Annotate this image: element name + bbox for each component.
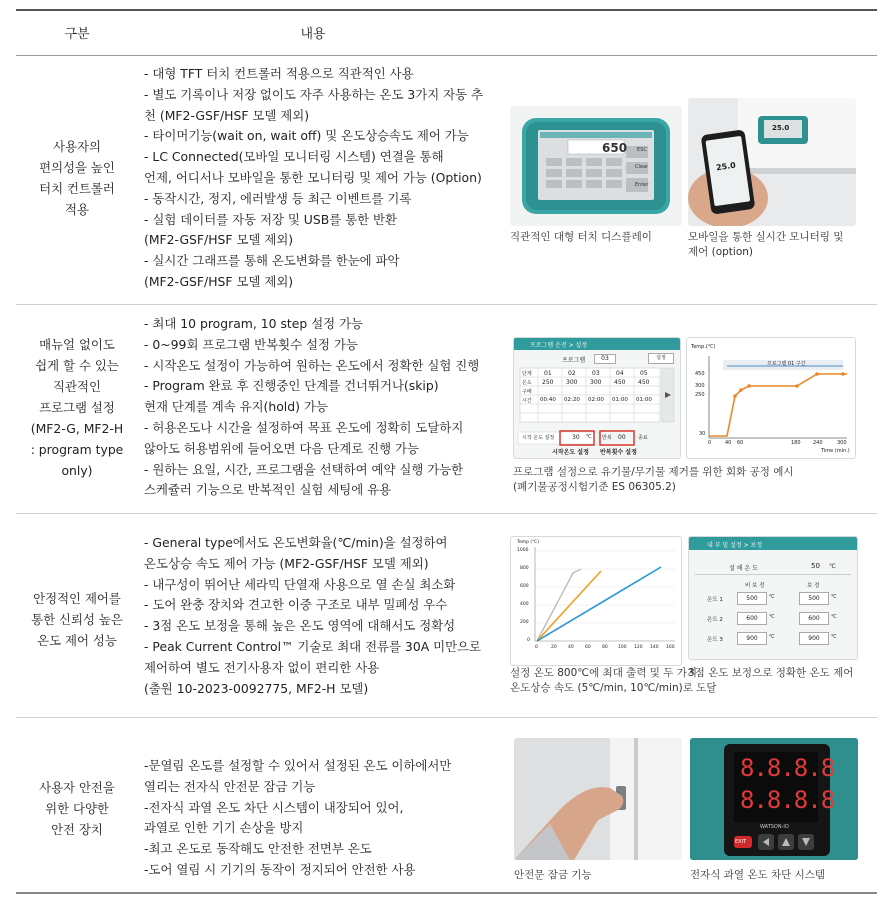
desc-line: 않아도 허용범위에 들어오면 다음 단계로 진행 가능	[144, 440, 419, 456]
calib-value: 600	[737, 612, 767, 625]
desc-line: - 내구성이 뛰어난 세라믹 단열재 사용으로 열 손실 최소화	[144, 576, 456, 592]
desc-line: 열리는 전자식 안전문 잠금 기능	[144, 778, 316, 794]
label-line: only)	[61, 463, 93, 478]
desc-line: -문열림 온도를 설정할 수 있어서 설정된 온도 이하에서만	[144, 758, 452, 773]
desc-line: (MF2-GSF/HSF 모델 제외)	[144, 232, 294, 248]
desc-line: (MF2-GSF/HSF 모델 제외)	[144, 273, 294, 289]
desc-line: 천 (MF2-GSF/HSF 모델 제외)	[144, 107, 310, 123]
desc-line: - 타이머기능(wait on, wait off) 및 온도상승속도 제어 가능	[144, 128, 469, 144]
desc-line: -전자식 과열 온도 차단 시스템이 내장되어 있어,	[144, 799, 404, 815]
row-label-step: 단계	[522, 371, 532, 377]
step-cell: 01	[544, 370, 552, 377]
door-lock-image	[514, 738, 682, 860]
ytick: 800	[520, 566, 529, 571]
time-cell: 01:00	[636, 397, 652, 403]
time-cell: 02:20	[564, 397, 580, 403]
temp-cell: 300	[566, 379, 578, 386]
calib-row-name: 온도 3	[707, 637, 723, 643]
desc-line: 제어하여 별도 전기사용자 없이 편리한 사용	[144, 659, 380, 675]
temp-cell: 300	[590, 379, 602, 386]
label-line: 통한 신뢰성 높은	[31, 612, 123, 627]
desc-line: - 0~99회 프로그램 반복횟수 설정 가능	[144, 336, 358, 352]
row-description	[144, 756, 504, 881]
desc-line: - General type에서도 온도변화율(℃/min)을 설정하여	[144, 535, 448, 550]
ytick: 600	[520, 584, 529, 589]
row-label-temp: 온도	[522, 380, 532, 386]
label-line: 프로그램 설정	[39, 400, 115, 415]
desc-line: -최고 온도로 동작해도 안전한 전면부 온도	[144, 841, 372, 857]
caption-line: (폐기물공정시험기준 ES 06305.2)	[513, 481, 676, 493]
calib-row-name: 온도 2	[707, 617, 723, 623]
xtick: 0	[708, 440, 712, 446]
esc-key: ESC	[637, 147, 647, 153]
desc-line: - 대형 TFT 터치 컨트롤러 적용으로 직관적인 사용	[144, 66, 414, 81]
program-title: 프로그램 운전 > 설정	[530, 342, 588, 349]
row-label	[16, 588, 138, 651]
temp-cell: 450	[614, 379, 626, 386]
header-category: 구분	[64, 27, 90, 42]
row-program-setting	[16, 305, 877, 514]
start-temp-label: 시작 온도 설정	[522, 435, 555, 441]
label-line: 쉽게 할 수 있는	[35, 358, 119, 373]
unit: ℃	[831, 594, 837, 600]
table-header	[16, 9, 877, 56]
end-label: 종료	[638, 435, 648, 441]
unit: ℃	[769, 614, 775, 620]
rate-ylabel: Temp (℃)	[517, 540, 539, 545]
row-label-time: 시간	[522, 398, 532, 404]
row-label	[16, 777, 138, 840]
set-temp-value: 50	[811, 562, 820, 570]
row-safety	[16, 718, 877, 894]
xtick: 60	[585, 645, 591, 650]
time-cell: 02:00	[588, 397, 604, 403]
chart-ylabel: Temp.(℃)	[691, 344, 716, 350]
desc-line: 과열로 인한 기기 손상을 방지	[144, 820, 304, 836]
desc-line: - 도어 완충 장치와 견고한 이중 구조로 내부 밀폐성 우수	[144, 597, 448, 613]
start-temp-caption: 시작온도 설정	[552, 449, 589, 456]
controller-brand: WATSON-IO	[760, 824, 789, 830]
ytick: 1000	[517, 548, 529, 553]
repeat-value: 00	[618, 434, 626, 441]
caption-mobile	[688, 230, 843, 260]
desc-line: 언제, 어디서나 모바일을 통한 모니터링 및 제어 가능 (Option)	[144, 169, 482, 185]
xtick: 40	[725, 440, 732, 446]
calib-value: 600	[799, 612, 829, 625]
xtick: 240	[813, 440, 823, 446]
caption-controller: 전자식 과열 온도 차단 시스템	[690, 869, 826, 881]
start-temp-value: 30	[572, 434, 580, 441]
desc-line: - 시작온도 설정이 가능하여 원하는 온도에서 정확한 실험 진행	[144, 357, 480, 373]
caption-door-lock: 안전문 잠금 기능	[514, 869, 592, 881]
label-line: 편의성을 높인	[39, 160, 115, 175]
calib-value: 500	[737, 592, 767, 605]
temp-cell: 250	[542, 379, 554, 386]
touch-controller-illustration	[510, 106, 682, 226]
desc-line: - 3점 온도 보정을 통해 높은 온도 영역에 대해서도 정확성	[144, 618, 456, 634]
desc-line: - LC Connected(모바일 모니터링 시스템) 연결을 통해	[144, 149, 444, 165]
range-label: 프로그램 01 구간	[767, 361, 806, 367]
calib-value: 900	[799, 632, 829, 645]
desc-line: - 원하는 요일, 시간, 프로그램을 선택하여 예약 실행 가능한	[144, 461, 464, 477]
label-line: 직관적인	[53, 379, 101, 394]
repeat-label: 반복	[602, 435, 612, 441]
ytick: 250	[695, 392, 705, 398]
desc-line: 온도상승 속도 제어 가능 (MF2-GSF/HSF 모델 제외)	[144, 555, 429, 571]
divider	[695, 574, 851, 575]
calib-value: 900	[737, 632, 767, 645]
step-cell: 05	[640, 370, 648, 377]
label-line: 안전 장치	[51, 822, 103, 837]
label-line: : program type	[30, 442, 124, 457]
mobile-illustration	[688, 98, 856, 226]
desc-line: - 별도 기록이나 저장 없이도 자주 사용하는 온도 3가지 자동 추	[144, 86, 484, 102]
xtick: 100	[618, 645, 627, 650]
ytick: 400	[520, 602, 529, 607]
step-cell: 04	[616, 370, 624, 377]
mobile-monitoring-image	[688, 98, 856, 226]
unit: ℃	[831, 614, 837, 620]
col-corrected: 보 정	[807, 583, 820, 589]
rate-chart	[510, 536, 682, 666]
desc-line: (출원 10-2023-0092775, MF2-H 모델)	[144, 680, 369, 696]
label-line: 터치 컨트롤러	[39, 181, 115, 196]
caption-line: 프로그램 설정으로 유기물/무기물 제거를 위한 회화 공정 예시	[513, 466, 794, 478]
program-chart-svg	[687, 338, 855, 458]
label-line: 안정적인 제어를	[33, 591, 121, 606]
xtick: 80	[602, 645, 608, 650]
program-chart	[686, 337, 856, 459]
row-description	[144, 64, 504, 293]
overheat-controller-image	[690, 738, 858, 860]
set-temp-unit: ℃	[829, 563, 836, 570]
caption-calibration: 3점 온도 보정으로 정확한 온도 제어	[688, 667, 854, 679]
caption-touch-display: 직관적인 대형 터치 디스플레이	[510, 231, 652, 243]
controller-exit-button: EXIT	[735, 839, 747, 845]
xtick: 40	[568, 645, 574, 650]
ytick: 0	[527, 638, 530, 643]
row-label	[16, 136, 138, 220]
desc-line: - 실시간 그래프를 통해 온도변화를 한눈에 파악	[144, 253, 400, 269]
clear-key: Clear	[635, 164, 649, 170]
row-description	[144, 533, 504, 699]
desc-line: - 동작시간, 정지, 에러발생 등 최근 이벤트를 기록	[144, 190, 412, 206]
row-label	[16, 334, 138, 481]
caption-program	[513, 465, 793, 495]
desc-line: 현재 단계를 계속 유지(hold) 가능	[144, 399, 328, 415]
unit: ℃	[769, 634, 775, 640]
label-line: 사용자 안전을	[39, 780, 115, 795]
time-cell: 00:40	[540, 397, 556, 403]
start-temp-unit: ℃	[586, 434, 592, 440]
touch-display-image	[510, 106, 682, 226]
calib-title: 내 부 밑 설정 > 보정	[707, 542, 763, 549]
set-temp-label: 설 해 온 도	[729, 565, 758, 572]
xtick: 140	[650, 645, 659, 650]
device-temp: 25.0	[772, 124, 790, 132]
header-content: 내용	[300, 27, 326, 42]
row-temperature-control	[16, 514, 877, 718]
label-line: 매뉴얼 없이도	[39, 337, 115, 352]
repeat-caption: 반복횟수 설정	[600, 449, 637, 456]
xtick: 120	[634, 645, 643, 650]
calib-row-name: 온도 1	[707, 597, 723, 603]
desc-line: -도어 열림 시 기기의 동작이 정지되어 안전한 사용	[144, 861, 416, 877]
ytick: 300	[695, 383, 705, 389]
ytick: 450	[695, 371, 705, 377]
desc-line: - Peak Current Control™ 기술로 최대 전류를 30A 미만으로	[144, 638, 481, 654]
caption-rate	[510, 666, 716, 696]
label-line: 사용자의	[53, 139, 101, 154]
xtick: 180	[791, 440, 801, 446]
enter-key: Enter	[635, 182, 649, 188]
xtick: 300	[837, 440, 847, 446]
step-cell: 03	[592, 370, 600, 377]
xtick: 160	[666, 645, 675, 650]
calibration-screen	[688, 536, 858, 660]
xtick: 60	[737, 440, 744, 446]
time-cell: 01:00	[612, 397, 628, 403]
caption-line: 설정 온도 800℃에 최대 출력 및 두 가지	[510, 667, 698, 679]
desc-line: 스케쥴러 기능으로 반복적인 실험 세팅에 유용	[144, 482, 392, 498]
program-set-button: 설정	[648, 353, 674, 364]
program-number: 03	[594, 354, 616, 364]
program-screen	[513, 337, 681, 459]
caption-line: 모바일을 통한 실시간 모니터링 및	[688, 231, 844, 243]
desc-line: - Program 완료 후 진행중인 단계를 건너뛰거나(skip)	[144, 378, 439, 394]
controller-display-bottom: 8.8.8.8	[740, 786, 835, 814]
desc-line: - 실험 데이터를 자동 저장 및 USB를 통한 반환	[144, 211, 397, 227]
display-value: 650	[602, 141, 628, 155]
col-uncorrected: 비 보 정	[745, 583, 765, 589]
row-label-slope: 구배	[522, 389, 532, 395]
label-line: 위한 다양한	[45, 801, 109, 816]
ytick: 200	[520, 620, 529, 625]
row-description	[144, 314, 504, 501]
caption-line: 제어 (option)	[688, 246, 754, 258]
row-touch-controller	[16, 54, 877, 305]
phone-temp: 25.0	[715, 160, 737, 173]
label-line: 적용	[65, 202, 89, 217]
program-label: 프로그램	[562, 357, 586, 364]
label-line: (MF2-G, MF2-H	[30, 421, 124, 436]
unit: ℃	[831, 634, 837, 640]
calib-value: 500	[799, 592, 829, 605]
xtick: 0	[535, 645, 538, 650]
step-cell: 02	[568, 370, 576, 377]
door-lock-illustration	[514, 738, 682, 860]
temp-cell: 450	[638, 379, 650, 386]
label-line: 온도 제어 성능	[37, 633, 117, 648]
xtick: 20	[551, 645, 557, 650]
ytick: 30	[699, 431, 706, 437]
chart-xlabel: Time (min.)	[821, 448, 850, 454]
unit: ℃	[769, 594, 775, 600]
desc-line: - 최대 10 program, 10 step 설정 가능	[144, 316, 364, 331]
controller-display-top: 8.8.8.8	[740, 754, 835, 782]
caption-line: 온도상승 속도 (5℃/min, 10℃/min)로 도달	[510, 682, 717, 694]
desc-line: - 허용온도나 시간을 설정하여 목표 온도에 정확히 도달하지	[144, 419, 464, 435]
